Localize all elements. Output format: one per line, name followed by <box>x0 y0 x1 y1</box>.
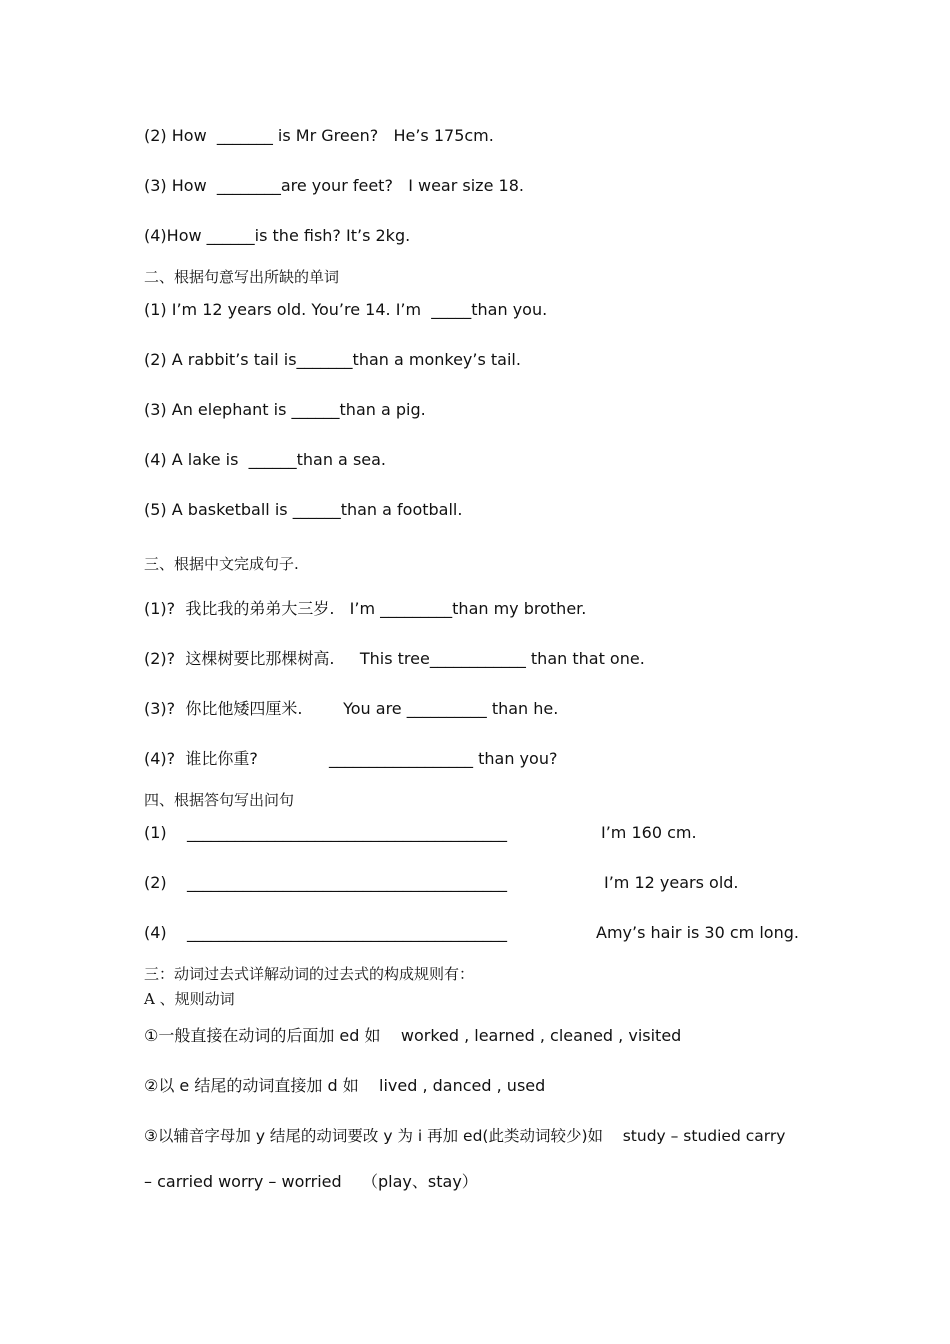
answer-text: I’m 12 years old. <box>604 873 739 892</box>
subheading: A 、规则动词 <box>144 990 235 1008</box>
rule-line: ①一般直接在动词的后面加 ed 如 worked , learned , cleaned , visited <box>144 1026 682 1045</box>
question-blank: (2) ________________________________________ <box>144 873 508 892</box>
section-heading: 四、根据答句写出问句 <box>144 791 295 809</box>
question-line: (2) A rabbit’s tail is_______than a monkey’s tail. <box>144 350 521 369</box>
rule-line: – carried worry – worried （play、stay） <box>144 1172 478 1191</box>
question-line: (3) An elephant is ______than a pig. <box>144 400 426 419</box>
question-line: (3) How ________are your feet? I wear size 18. <box>144 176 524 195</box>
question-line: (2)? 这棵树要比那棵树高. This tree____________ than that one. <box>144 649 645 668</box>
question-line: (5) A basketball is ______than a football. <box>144 500 463 519</box>
question-line: (3)? 你比他矮四厘米. You are __________ than he. <box>144 699 559 718</box>
section-heading: 三、根据中文完成句子. <box>144 555 299 573</box>
question-line: (2) How _______ is Mr Green? He’s 175cm. <box>144 126 494 145</box>
rule-line: ③以辅音字母加 y 结尾的动词要改 y 为 i 再加 ed(此类动词较少)如 study – studied carry <box>144 1127 786 1145</box>
question-line: (1)? 我比我的弟弟大三岁. I’m _________than my brother. <box>144 599 587 618</box>
question-line: (1) I’m 12 years old. You’re 14. I’m _____than you. <box>144 300 548 319</box>
question-line: (4)How ______is the fish? It’s 2kg. <box>144 226 411 245</box>
section-heading: 三：动词过去式详解动词的过去式的构成规则有： <box>144 965 475 983</box>
question-line: (4) A lake is ______than a sea. <box>144 450 387 469</box>
question-blank: (1) ________________________________________ <box>144 823 508 842</box>
question-blank: (4) ________________________________________ <box>144 923 508 942</box>
answer-text: I’m 160 cm. <box>601 823 697 842</box>
answer-text: Amy’s hair is 30 cm long. <box>596 923 799 942</box>
rule-line: ②以 e 结尾的动词直接加 d 如 lived , danced , used <box>144 1076 546 1095</box>
question-line: (4)? 谁比你重? __________________ than you? <box>144 749 558 768</box>
section-heading: 二、根据句意写出所缺的单词 <box>144 268 340 286</box>
